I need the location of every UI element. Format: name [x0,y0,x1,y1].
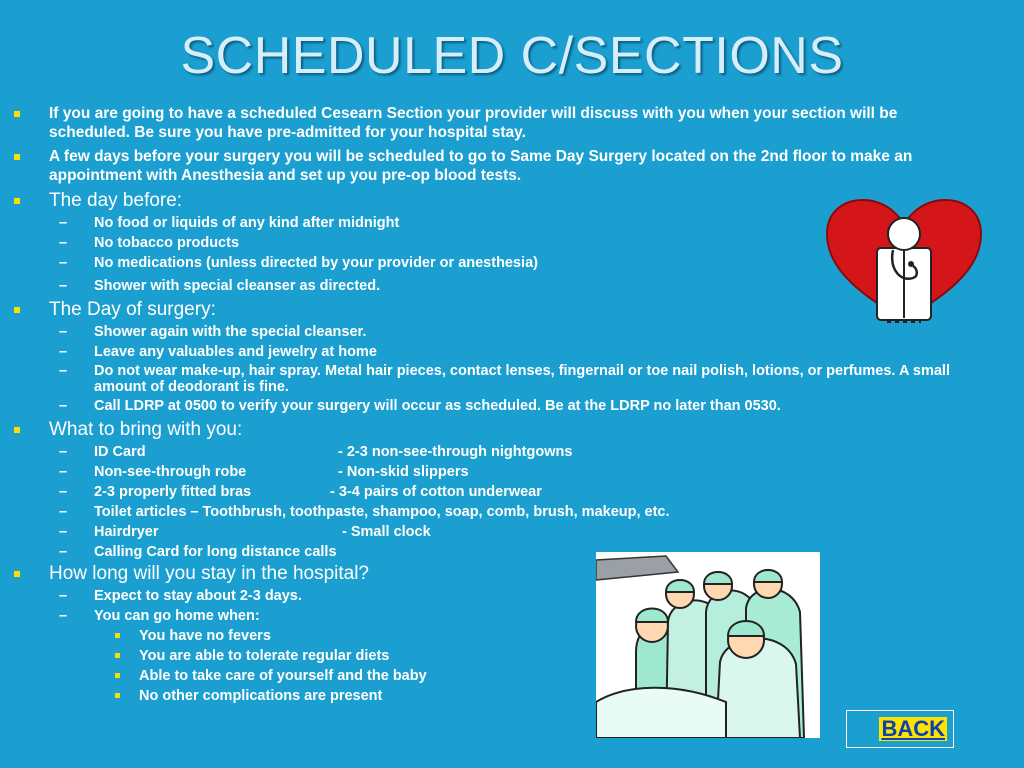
bullet-marker [14,307,20,313]
list-item: – Expect to stay about 2-3 days. [59,588,302,604]
bullet-marker [14,154,20,160]
list-item: – Non-see-through robe - Non-skid slippers [59,464,469,480]
intro-text: If you are going to have a scheduled Cesearn Section your provider will discuss with you when your section will be scheduled. Be sure you have pre-admitted for your hospital stay. [49,105,898,141]
bullet-marker [115,633,120,638]
list-item: – Do not wear make-up, hair spray. Metal hair pieces, contact lenses, fingernail or toe nail polish, lotions, or perfumes. A small amount of deodorant is fine. [59,363,950,395]
bring-heading [12,419,952,441]
heading-text: How long will you stay in the hospital? [49,563,370,584]
list-item: – Calling Card for long distance calls [59,544,337,560]
bullet-marker [115,653,120,658]
list-item: – You can go home when: [59,608,260,624]
heading-text: The Day of surgery: [49,299,216,320]
bullet-marker [14,427,20,433]
back-button[interactable] [846,710,954,748]
list-item: – No medications (unless directed by your provider or anesthesia) [59,255,538,271]
bullet-marker [14,571,20,577]
list-item: – ID Card - 2-3 non-see-through nightgowns [59,444,573,460]
list-item: – Hairdryer - Small clock [59,524,431,540]
intro-bullet [12,104,952,142]
bullet-marker [115,673,120,678]
list-item: You have no fevers [12,627,952,645]
heading-text: The day before: [49,190,183,211]
doctor-heart-image [823,198,985,326]
day-before-heading [12,190,952,212]
surgeons-image [596,552,820,738]
list-item: – Leave any valuables and jewelry at home [59,344,377,360]
list-item: Able to take care of yourself and the baby [12,667,952,685]
list-item: You are able to tolerate regular diets [12,647,952,665]
intro-text: A few days before your surgery you will be scheduled to go to Same Day Surgery located on the 2nd floor to make an appointment with Anesthesia and set up you pre-op blood tests. [49,148,913,184]
day-of-heading [12,299,952,321]
list-item: – Call LDRP at 0500 to verify your surgery will occur as scheduled. Be at the LDRP no later than 0530. [59,398,781,414]
heading-text: What to bring with you: [49,419,243,440]
page-title: SCHEDULED C/SECTIONS [180,27,844,85]
list-item: – Shower again with the special cleanser. [59,324,367,340]
list-item: No other complications are present [12,687,952,705]
bullet-marker [14,111,20,117]
bullet-marker [14,198,20,204]
list-item: – No tobacco products [59,235,240,251]
list-item: – No food or liquids of any kind after midnight [59,215,400,231]
list-item: – Shower with special cleanser as directed. [59,278,381,294]
bullet-marker [115,693,120,698]
list-item: – 2-3 properly fitted bras - 3-4 pairs of cotton underwear [59,484,542,500]
list-item: – Toilet articles – Toothbrush, toothpaste, shampoo, soap, comb, brush, makeup, etc. [59,504,670,520]
back-link[interactable]: BACK [881,716,945,741]
intro-bullet [12,147,952,185]
